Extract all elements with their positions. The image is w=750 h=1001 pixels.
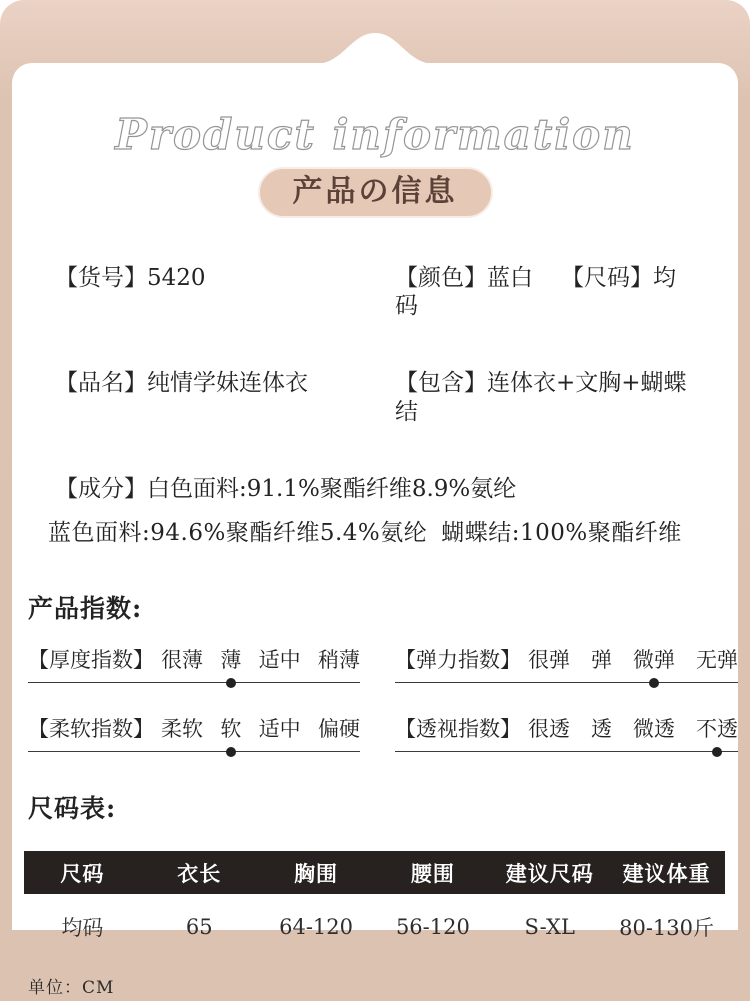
index-row-elasticity [395, 648, 738, 683]
header-cell: 尺码 [24, 851, 141, 894]
field-row [55, 264, 698, 322]
card-top-notch [315, 33, 435, 64]
item-no-field: 【货号】5420 [55, 264, 206, 291]
index-row-softness [28, 717, 360, 752]
includes-field: 【包含】连体衣+文胸+蝴蝶结 [395, 370, 687, 425]
data-cell: S-XL [524, 915, 575, 940]
size-table-data-row [24, 894, 725, 955]
index-option: 软 [220, 717, 241, 742]
data-cell: 56-120 [395, 915, 470, 940]
indices-heading: 产品指数: [28, 594, 143, 623]
index-row-thickness [28, 648, 360, 683]
color-field: 【颜色】蓝白 [395, 264, 533, 291]
index-option: 不透 [696, 717, 738, 742]
index-option: 薄 [220, 648, 241, 673]
data-cell: 64-120 [279, 915, 354, 940]
index-grid [28, 648, 738, 752]
selected-dot [226, 678, 236, 688]
index-option: 无弹 [696, 648, 738, 672]
index-options [154, 648, 360, 673]
index-option: 适中 [258, 717, 301, 742]
index-option: 透 [591, 717, 612, 742]
index-options [521, 648, 738, 673]
index-label: 【弹力指数】 [395, 648, 521, 672]
index-options [521, 717, 738, 742]
field-row [55, 369, 698, 427]
size-table [24, 851, 725, 955]
index-label: 【透视指数】 [395, 717, 521, 742]
index-label: 【厚度指数】 [28, 648, 154, 672]
data-cell: 65 [185, 915, 213, 940]
header-cell: 腰围 [374, 851, 491, 894]
header-cell: 建议体重 [608, 851, 725, 894]
header-cell: 建议尺码 [491, 851, 608, 894]
index-row-sheerness [395, 717, 738, 752]
selected-dot [712, 747, 722, 757]
index-option: 稍薄 [317, 648, 360, 672]
index-option: 很薄 [161, 648, 203, 672]
size-field: 【尺码】均码 [395, 264, 676, 320]
index-option: 偏硬 [317, 717, 360, 742]
unit-note: 单位：CM [28, 978, 115, 999]
composition-line-2 [48, 519, 698, 548]
color-size-fields [395, 264, 698, 322]
name-field: 【品名】纯情学妹连体衣 [55, 370, 308, 396]
selected-dot [649, 678, 659, 688]
composition-blue-fabric: 蓝色面料:94.6%聚酯纤维5.4%氨纶 [48, 520, 428, 547]
product-fields [48, 264, 698, 549]
header-cell: 胸围 [258, 851, 375, 894]
size-table-header-row [24, 851, 725, 894]
data-cell: 均码 [61, 916, 104, 941]
size-table-heading: 尺码表: [28, 794, 117, 824]
data-cell: 80-130斤 [619, 916, 715, 941]
index-option: 柔软 [161, 717, 203, 742]
header-cell: 衣长 [141, 851, 258, 894]
info-card [12, 63, 738, 999]
script-title: Product information [115, 110, 635, 159]
index-options [154, 717, 360, 742]
index-option: 很透 [528, 717, 570, 742]
title-pill: 产品の信息 [258, 167, 493, 218]
index-option: 适中 [258, 648, 301, 672]
composition-bow: 蝴蝶结:100%聚酯纤维 [441, 520, 682, 547]
index-option: 弹 [591, 648, 612, 672]
index-option: 很弹 [528, 648, 570, 672]
index-option: 微弹 [633, 648, 675, 673]
selected-dot [226, 747, 236, 757]
index-option: 微透 [633, 717, 675, 742]
index-label: 【柔软指数】 [28, 717, 154, 742]
composition-line-1: 【成分】白色面料:91.1%聚酯纤维8.9%氨纶 [55, 475, 517, 502]
